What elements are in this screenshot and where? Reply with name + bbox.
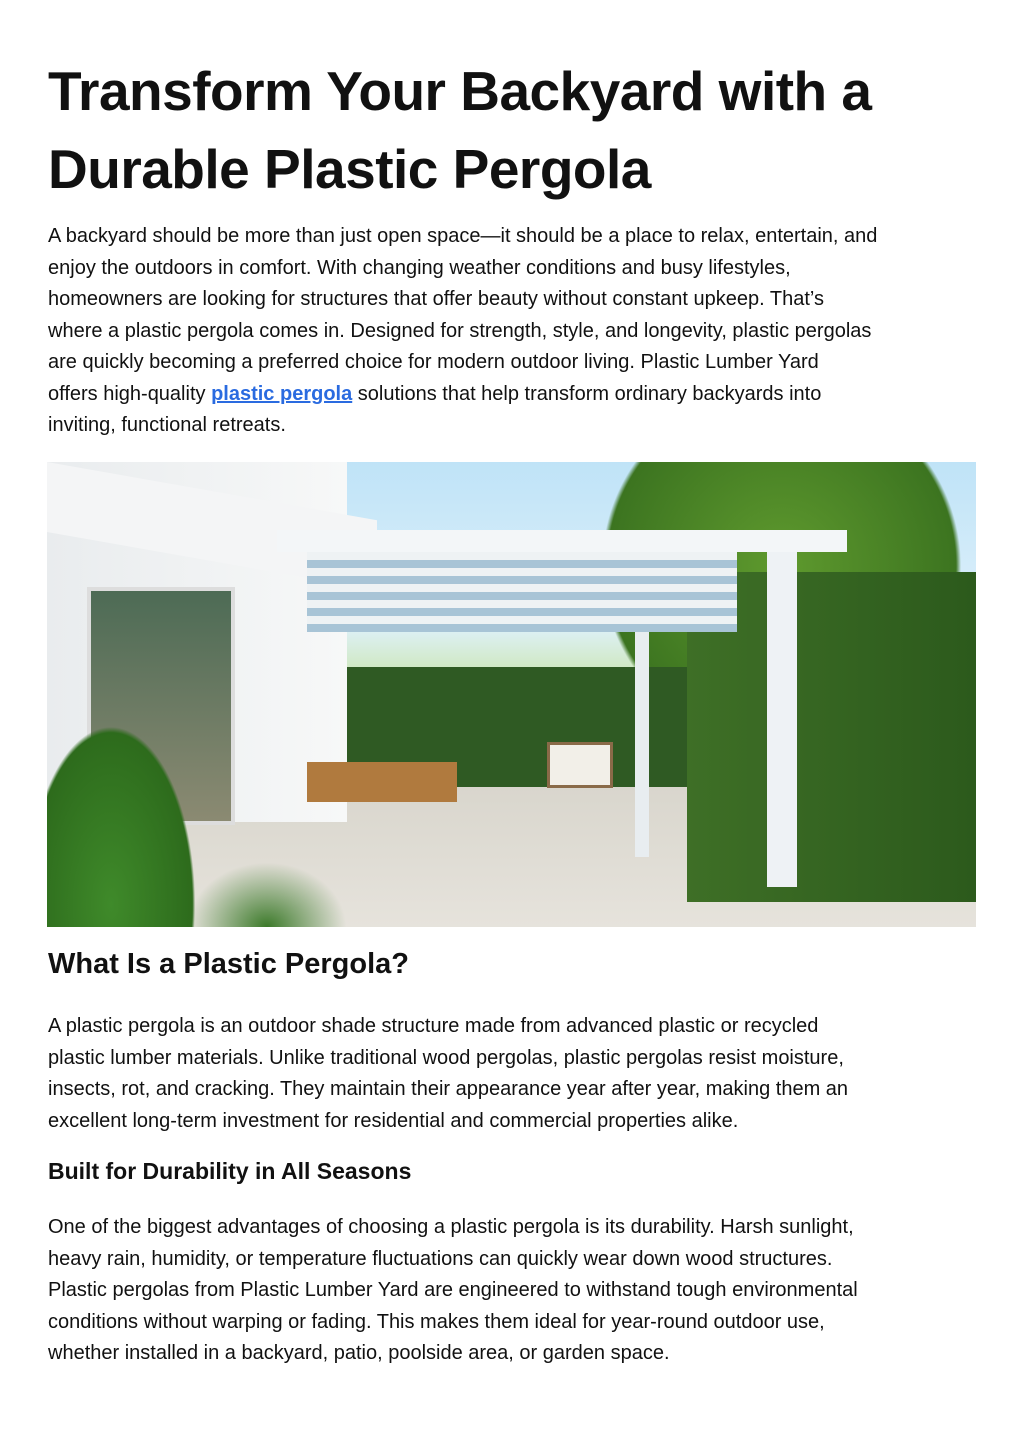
text-line: Plastic pergolas from Plastic Lumber Yard are engineered to withstand tough environmental — [48, 1279, 858, 1301]
text-line: inviting, functional retreats. — [48, 414, 286, 436]
text-line: where a plastic pergola comes in. Designed for strength, style, and longevity, plastic pergolas — [48, 319, 872, 342]
section-heading-what-is: What Is a Plastic Pergola? — [48, 948, 409, 980]
text-line: homeowners are looking for structures that offer beauty without constant upkeep. That’s — [48, 288, 825, 310]
text-line: enjoy the outdoors in comfort. With changing weather conditions and busy lifestyles, — [48, 256, 791, 279]
text-fragment: solutions that help transform ordinary backyards into — [352, 382, 822, 405]
intro-paragraph — [48, 221, 877, 442]
text-line — [48, 379, 877, 411]
text-line: are quickly becoming a preferred choice for modern outdoor living. Plastic Lumber Yard — [48, 351, 819, 373]
title-line: Transform Your Backyard with a — [48, 60, 872, 122]
text-line: plastic lumber materials. Unlike traditional wood pergolas, plastic pergolas resist moisture, — [48, 1046, 844, 1069]
text-line: heavy rain, humidity, or temperature fluctuations can quickly wear down wood structures. — [48, 1247, 833, 1270]
text-line: conditions without warping or fading. This makes them ideal for year-round outdoor use, — [48, 1310, 825, 1333]
plastic-pergola-link[interactable]: plastic pergola — [211, 382, 353, 405]
text-line: A backyard should be more than just open space—it should be a place to relax, entertain, and — [48, 225, 878, 247]
text-line: One of the biggest advantages of choosing a plastic pergola is its durability. Harsh sunlight, — [48, 1216, 854, 1238]
section2-paragraph — [48, 1212, 858, 1370]
page-title — [48, 52, 872, 208]
text-fragment: offers high-quality — [48, 382, 212, 405]
pergola-backyard-image — [47, 462, 976, 927]
text-line: excellent long-term investment for residential and commercial properties alike. — [48, 1109, 739, 1132]
text-line: whether installed in a backyard, patio, poolside area, or garden space. — [48, 1342, 670, 1364]
text-line: A plastic pergola is an outdoor shade structure made from advanced plastic or recycled — [48, 1015, 819, 1037]
text-line: insects, rot, and cracking. They maintain their appearance year after year, making them an — [48, 1078, 849, 1100]
section-heading-durability: Built for Durability in All Seasons — [48, 1158, 412, 1184]
title-line: Durable Plastic Pergola — [48, 138, 651, 200]
section1-paragraph — [48, 1011, 848, 1137]
